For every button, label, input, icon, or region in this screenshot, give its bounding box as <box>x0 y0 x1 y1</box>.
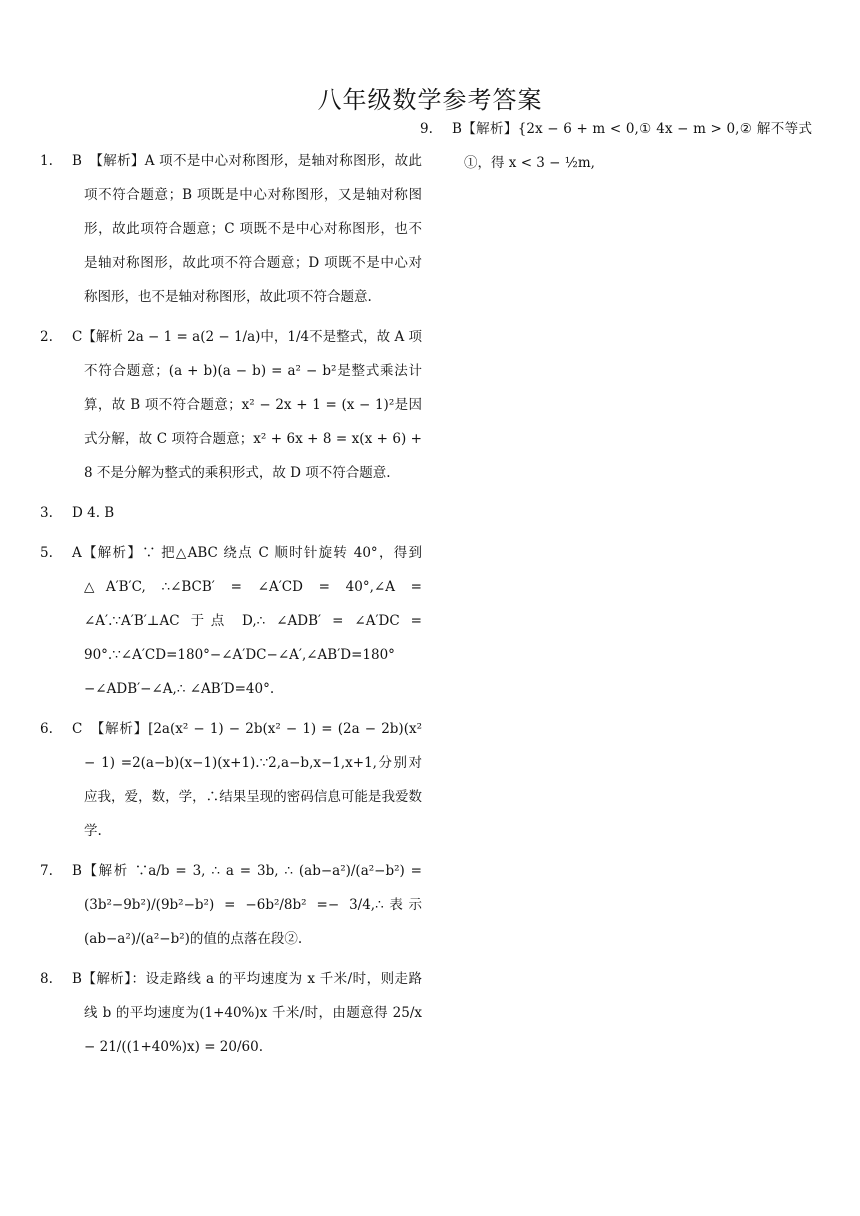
answer-text: D 4. B <box>72 505 115 521</box>
answer-text: B【解析】：设走路线 a 的平均速度为 x 千米/时，则走路线 b 的平均速度为(1+40%)x 千米/时，由题意得 25/x − 21/((1+40%)x) = 20/60. <box>72 971 422 1055</box>
answers-left-column <box>40 144 422 1070</box>
answer-2: 2. C【解析 2a − 1 = a(2 − 1/a)中，1/4不是整式，故 A 项不符合题意；(a + b)(a − b) = a² − b²是整式乘法计算，故 B 项不符合题意；x² − 2x + 1 = (x − 1)²是因式分解，故 C 项符合题意；x² + 6x + 8 = x(x + 6) + 8 不是分解为整式的乘积形式，故 D 项不符合题意. <box>40 329 422 481</box>
answer-5: 5. A【解析】∵ 把△ABC 绕点 C 顺时针旋转 40°，得到 △A′B′C, ∴∠BCB′ = ∠A′CD = 40°,∠A = ∠A′.∵A′B′⊥AC 于点 D,∴ ∠ADB′ = ∠A′DC = 90°.∵∠A′CD=180°−∠A′DC−∠A′,∠AB′D=180°−∠ADB′−∠A,∴ ∠AB′D=40°. <box>40 545 422 697</box>
answer-text: C 【解析】[2a(x² − 1) − 2b(x² − 1) = (2a − 2b)(x² − 1) =2(a−b)(x−1)(x+1).∵2,a−b,x−1,x+1,分别对应我，爱，数，学，∴结果呈现的密码信息可能是我爱数学. <box>72 721 422 839</box>
page-title: 八年级数学参考答案 <box>317 86 543 114</box>
answers-right-column <box>420 112 812 186</box>
answer-1: 1. B 【解析】A 项不是中心对称图形，是轴对称图形，故此项不符合题意；B 项既是中心对称图形，又是轴对称图形，故此项符合题意；C 项既不是中心对称图形，也不是轴对称图形，故此项不符合题意；D 项既不是中心对称图形，也不是轴对称图形，故此项不符合题意. <box>40 153 422 305</box>
answer-6: 6. C 【解析】[2a(x² − 1) − 2b(x² − 1) = (2a − 2b)(x² − 1) =2(a−b)(x−1)(x+1).∵2,a−b,x−1,x+1,分别对应我，爱，数，学，∴结果呈现的密码信息可能是我爱数学. <box>40 721 422 839</box>
answer-9: 9. B【解析】{2x − 6 + m < 0,① 4x − m > 0,② 解不等式①，得 x < 3 − ½m, <box>420 121 812 171</box>
answer-text: B【解析】{2x − 6 + m < 0,① 4x − m > 0,② 解不等式①，得 x < 3 − ½m, <box>452 121 812 171</box>
answer-text: C【解析 2a − 1 = a(2 − 1/a)中，1/4不是整式，故 A 项不符合题意；(a + b)(a − b) = a² − b²是整式乘法计算，故 B 项不符合题意；x² − 2x + 1 = (x − 1)²是因式分解，故 C 项符合题意；x² + 6x + 8 = x(x + 6) + 8 不是分解为整式的乘积形式，故 D 项不符合题意. <box>72 329 422 481</box>
answer-text: B 【解析】A 项不是中心对称图形，是轴对称图形，故此项不符合题意；B 项既是中心对称图形，又是轴对称图形，故此项符合题意；C 项既不是中心对称图形，也不是轴对称图形，故此项不符合题意；D 项既不是中心对称图形，也不是轴对称图形，故此项不符合题意. <box>72 153 422 305</box>
answer-text: A【解析】∵ 把△ABC 绕点 C 顺时针旋转 40°，得到 △A′B′C, ∴∠BCB′ = ∠A′CD = 40°,∠A = ∠A′.∵A′B′⊥AC 于点 D,∴ ∠ADB′ = ∠A′DC = 90°.∵∠A′CD=180°−∠A′DC−∠A′,∠AB′D=180°−∠ADB′−∠A,∴ ∠AB′D=40°. <box>72 545 422 697</box>
answer-3-4: 3. D 4. B <box>40 505 115 521</box>
answer-7: 7. B【解析 ∵a/b = 3, ∴ a = 3b, ∴ (ab−a²)/(a²−b²) = (3b²−9b²)/(9b²−b²) = −6b²/8b² =− 3/4,∴表示 (ab−a²)/(a²−b²)的值的点落在段②. <box>40 863 422 947</box>
answer-8: 8. B【解析】：设走路线 a 的平均速度为 x 千米/时，则走路线 b 的平均速度为(1+40%)x 千米/时，由题意得 25/x − 21/((1+40%)x) = 20/60. <box>40 971 422 1055</box>
answer-text: B【解析 ∵a/b = 3, ∴ a = 3b, ∴ (ab−a²)/(a²−b²) = (3b²−9b²)/(9b²−b²) = −6b²/8b² =− 3/4,∴表示 (ab−a²)/(a²−b²)的值的点落在段②. <box>72 863 422 947</box>
